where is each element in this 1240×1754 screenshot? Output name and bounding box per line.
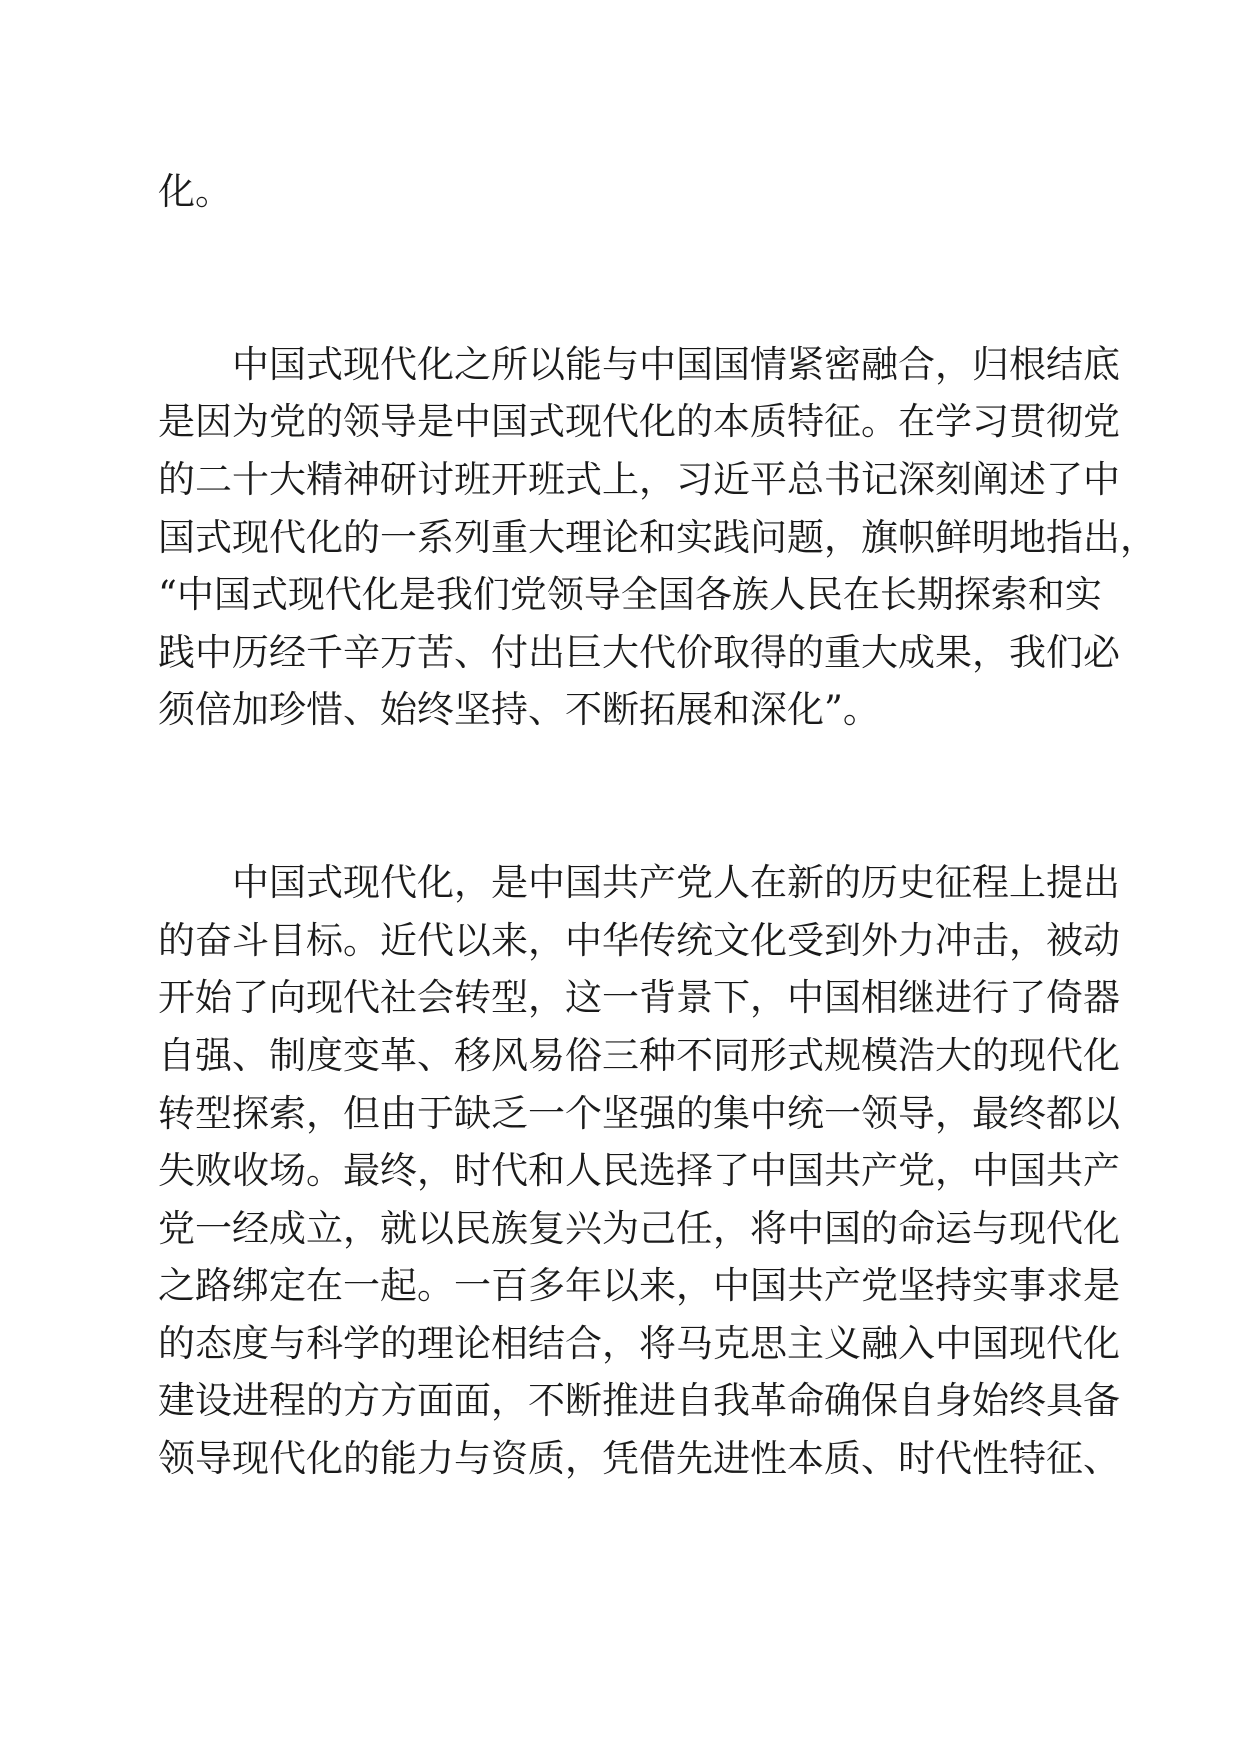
text-line: 领导现代化的能力与资质，凭借先进性本质、时代性特征、 — [158, 1437, 1120, 1481]
text-line: 国式现代化的一系列重大理论和实践问题，旗帜鲜明地指出， — [158, 515, 1157, 559]
text-line: 之路绑定在一起。一百多年以来，中国共产党坚持实事求是 — [158, 1264, 1120, 1308]
text-line: 是因为党的领导是中国式现代化的本质特征。在学习贯彻党 — [158, 400, 1120, 444]
text-line: 转型探索，但由于缺乏一个坚强的集中统一领导，最终都以 — [158, 1091, 1120, 1135]
paragraph-history — [158, 854, 1120, 1545]
text-line: 须倍加珍惜、始终坚持、不断拓展和深化”。 — [158, 688, 880, 732]
text-line: 自强、制度变革、移风易俗三种不同形式规模浩大的现代化 — [158, 1033, 1120, 1077]
text-line: 化。 — [158, 170, 232, 213]
text-line: 失败收场。最终，时代和人民选择了中国共产党，中国共产 — [158, 1149, 1120, 1193]
text-line — [158, 1488, 1086, 1546]
text-line: 的二十大精神研讨班开班式上，习近平总书记深刻阐述了中 — [158, 457, 1120, 501]
text-line: 践中历经千辛万苦、付出巨大代价取得的重大成果，我们必 — [158, 630, 1120, 674]
paragraph-leadership — [158, 336, 1157, 739]
paragraph-gap — [158, 739, 1086, 854]
text-line: 的奋斗目标。近代以来，中华传统文化受到外力冲击，被动 — [158, 918, 1120, 962]
text-line: 开始了向现代社会转型，这一背景下，中国相继进行了倚器 — [158, 976, 1120, 1020]
paragraph-gap — [158, 221, 1086, 336]
paragraph-continuation — [158, 163, 1086, 221]
text-line: 建设进程的方方面面，不断推进自我革命确保自身始终具备 — [158, 1379, 1120, 1423]
text-line: 中国式现代化之所以能与中国国情紧密融合，归根结底 — [232, 342, 1120, 386]
text-line: 中国式现代化，是中国共产党人在新的历史征程上提出 — [232, 861, 1120, 905]
document-page — [158, 163, 1157, 1545]
text-line: “中国式现代化是我们党领导全国各族人民在长期探索和实 — [158, 573, 1102, 617]
text-line: 党一经成立，就以民族复兴为己任，将中国的命运与现代化 — [158, 1206, 1120, 1250]
text-line: 的态度与科学的理论相结合，将马克思主义融入中国现代化 — [158, 1321, 1120, 1365]
